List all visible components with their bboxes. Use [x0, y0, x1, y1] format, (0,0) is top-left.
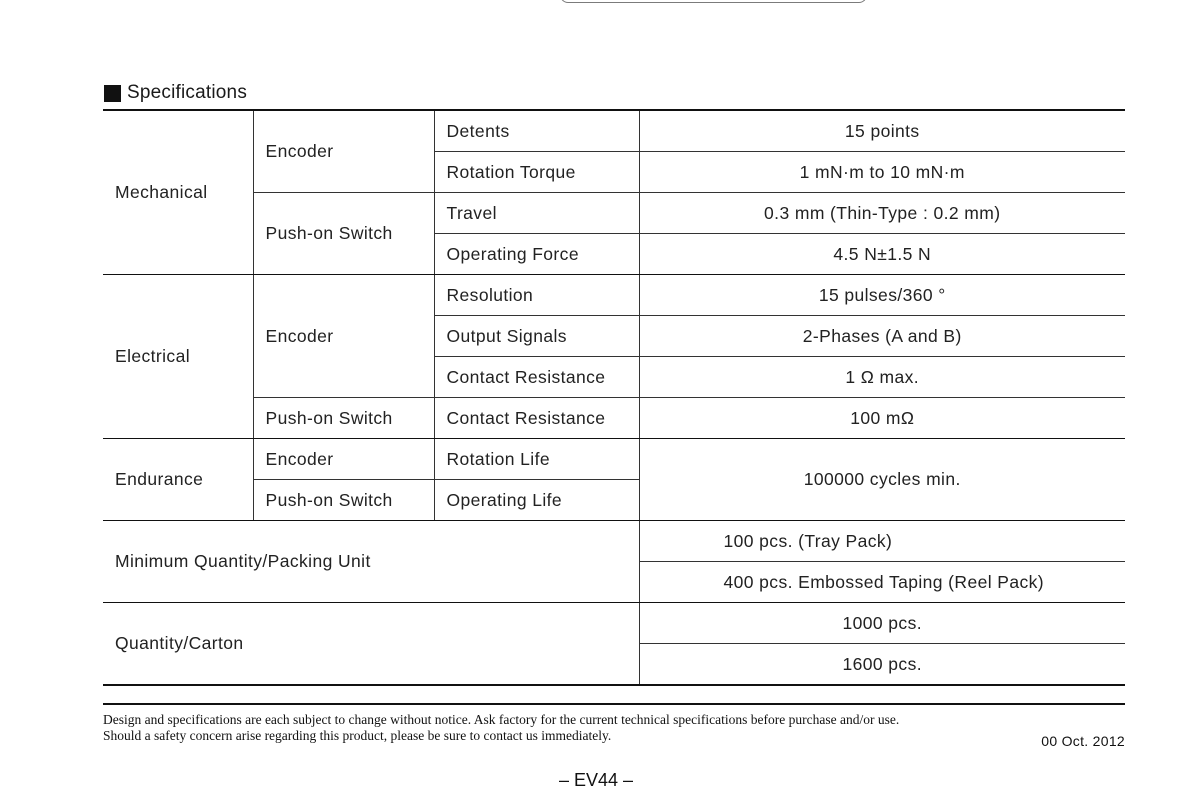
value-rotation-torque: 1 mN·m to 10 mN·m — [639, 152, 1125, 193]
min-quantity-value: 100 pcs. (Tray Pack) — [639, 521, 1125, 562]
value-resolution: 15 pulses/360 ° — [639, 275, 1125, 316]
value-output-signals: 2-Phases (A and B) — [639, 316, 1125, 357]
table-row — [103, 521, 1125, 562]
item-output-signals: Output Signals — [434, 316, 639, 357]
section-title: Specifications — [127, 82, 248, 103]
category-mechanical: Mechanical — [103, 110, 253, 275]
disclaimer — [103, 712, 899, 744]
category-electrical: Electrical — [103, 275, 253, 439]
section-heading — [104, 82, 247, 104]
page-identifier: – EV44 – — [558, 770, 634, 790]
min-quantity-label: Minimum Quantity/Packing Unit — [103, 521, 639, 603]
item-rotation-life: Rotation Life — [434, 439, 639, 480]
subcategory-push-switch: Push-on Switch — [253, 398, 434, 439]
value-operating-force: 4.5 N±1.5 N — [639, 234, 1125, 275]
black-square-icon — [104, 85, 121, 102]
table-row — [103, 193, 1125, 234]
carton-quantity-label: Quantity/Carton — [103, 603, 639, 686]
carton-quantity-value: 1000 pcs. — [639, 603, 1125, 644]
specifications-table — [103, 109, 1125, 686]
item-contact-resistance: Contact Resistance — [434, 357, 639, 398]
item-travel: Travel — [434, 193, 639, 234]
item-detents: Detents — [434, 110, 639, 152]
value-life: 100000 cycles min. — [639, 439, 1125, 521]
subcategory-push-switch: Push-on Switch — [253, 193, 434, 275]
table-row — [103, 398, 1125, 439]
item-contact-resistance: Contact Resistance — [434, 398, 639, 439]
item-operating-force: Operating Force — [434, 234, 639, 275]
table-row — [103, 439, 1125, 480]
table-row — [103, 603, 1125, 644]
min-quantity-value: 400 pcs. Embossed Taping (Reel Pack) — [639, 562, 1125, 603]
subcategory-encoder: Encoder — [253, 110, 434, 193]
carton-quantity-value: 1600 pcs. — [842, 653, 922, 674]
subcategory-encoder: Encoder — [253, 275, 434, 398]
top-bracket-fragment — [560, 0, 867, 3]
footer-divider — [103, 703, 1125, 705]
value-contact-resistance: 1 Ω max. — [639, 357, 1125, 398]
value-contact-resistance: 100 mΩ — [639, 398, 1125, 439]
subcategory-push-switch: Push-on Switch — [253, 480, 434, 521]
subcategory-encoder: Encoder — [253, 439, 434, 480]
item-rotation-torque: Rotation Torque — [434, 152, 639, 193]
item-resolution: Resolution — [434, 275, 639, 316]
value-detents: 15 points — [639, 110, 1125, 152]
table-row — [103, 275, 1125, 316]
disclaimer-line: Design and specifications are each subject to change without notice. Ask factory for the current technical specifications before purchase and/or use. — [103, 712, 900, 727]
table-row — [103, 110, 1125, 152]
item-operating-life: Operating Life — [434, 480, 639, 521]
category-endurance: Endurance — [103, 439, 253, 521]
disclaimer-line: Should a safety concern arise regarding this product, please be sure to contact us immediately. — [103, 728, 612, 743]
value-travel: 0.3 mm (Thin-Type : 0.2 mm) — [639, 193, 1125, 234]
revision-date: 00 Oct. 2012 — [1041, 733, 1125, 749]
